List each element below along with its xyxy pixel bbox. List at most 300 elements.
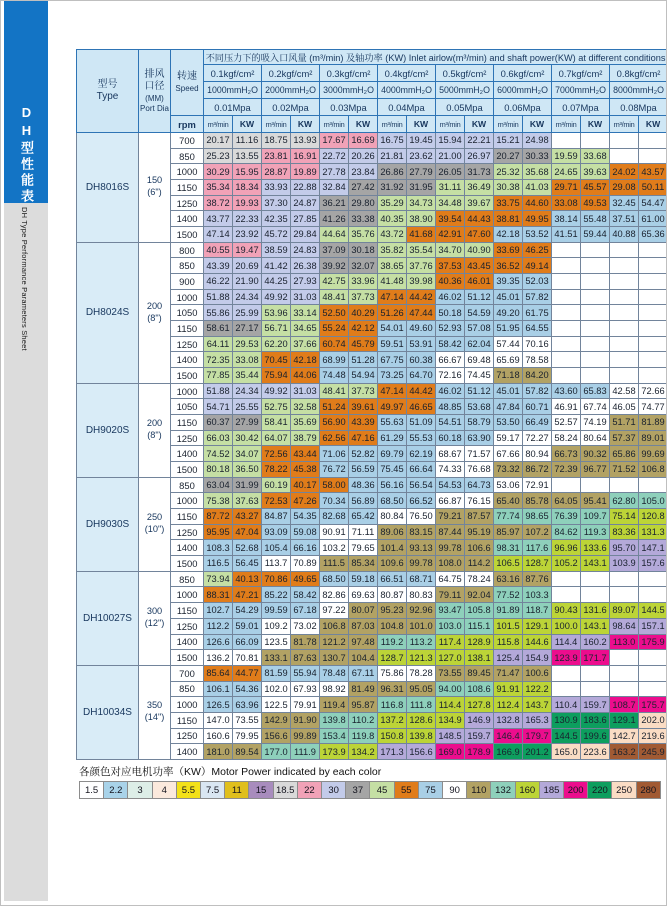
power-cell [639,321,667,337]
power-cell: 111.8 [407,697,436,713]
flow-cell: 58.42 [436,336,465,352]
flow-cell: 72.16 [436,368,465,384]
power-cell: 49.95 [523,211,552,227]
power-cell: 19.45 [407,133,436,149]
flow-cell: 78.48 [320,665,349,681]
flow-cell: 115.8 [494,634,523,650]
flow-cell: 25.23 [204,148,233,164]
legend-swatch-label: 4 [161,784,167,796]
flow-cell: 58.61 [204,321,233,337]
port-cell [139,242,171,383]
flow-cell [552,477,581,493]
legend-swatch-label: 15 [255,784,267,796]
power-cell: 146.9 [465,712,494,728]
legend-swatch [225,781,249,799]
flow-cell [610,148,639,164]
flow-cell: 37.51 [610,211,639,227]
flow-cell: 55.86 [204,305,233,321]
power-cell: 30.33 [523,148,552,164]
flow-cell [610,650,639,666]
flow-cell: 38.65 [378,258,407,274]
power-cell: 51.09 [407,415,436,431]
power-cell: 87.63 [291,650,320,666]
power-cell: 81.49 [349,681,378,697]
power-cell: 79.91 [291,697,320,713]
power-cell: 85.78 [523,493,552,509]
power-cell: 80.94 [523,446,552,462]
power-cell: 22.88 [291,180,320,196]
flow-cell: 70.34 [320,493,349,509]
flow-cell: 121.2 [320,634,349,650]
power-cell [581,352,610,368]
power-cell: 90.32 [581,446,610,462]
port-size: 200 [146,300,163,311]
table-head [77,50,667,133]
flow-cell: 37.09 [320,242,349,258]
power-cell: 47.16 [349,430,378,446]
flow-cell: 54.51 [436,415,465,431]
flow-cell: 60.74 [320,336,349,352]
power-cell: 29.80 [349,195,378,211]
rpm-cell: 1050 [171,305,204,321]
rpm-cell: 850 [171,681,204,697]
flow-cell: 64.07 [262,430,291,446]
pressure-mpa: 0.05Mpa [436,99,494,116]
flow-cell: 136.2 [204,650,233,666]
flow-cell: 16.75 [378,133,407,149]
rpm-cell: 1250 [171,728,204,744]
type-label-cn: 型号 [97,78,118,90]
power-cell [581,665,610,681]
flow-cell: 64.05 [552,493,581,509]
flow-cell: 71.18 [494,368,523,384]
legend-swatches [79,781,661,799]
pressure-mpa: 0.04Mpa [378,99,436,116]
flow-cell: 83.36 [610,524,639,540]
flow-cell [610,352,639,368]
power-cell: 54.29 [233,603,262,619]
power-cell: 40.90 [465,242,494,258]
flow-cell: 53.96 [262,305,291,321]
power-cell: 64.70 [407,368,436,384]
power-cell: 18.34 [233,180,262,196]
power-cell: 129.1 [523,618,552,634]
power-cell: 54.47 [639,195,667,211]
flow-cell: 84.62 [552,524,581,540]
power-cell: 56.89 [349,493,378,509]
power-cell: 37.73 [349,289,378,305]
flow-cell: 42.91 [436,227,465,243]
power-cell: 29.84 [291,227,320,243]
legend-swatch [637,781,661,799]
flow-cell: 41.26 [320,211,349,227]
rpm-cell: 1150 [171,415,204,431]
power-cell: 58.42 [291,587,320,603]
power-cell: 64.55 [523,321,552,337]
power-cell: 26.38 [291,258,320,274]
flow-cell: 74.48 [320,368,349,384]
power-cell: 49.65 [291,571,320,587]
flow-cell: 37.30 [262,195,291,211]
power-cell: 54.59 [465,305,494,321]
flow-cell [610,571,639,587]
flow-cell: 70.45 [262,352,291,368]
rpm-cell: 1250 [171,195,204,211]
port-inch: (8") [147,312,162,323]
flow-cell: 21.00 [436,148,465,164]
port-size: 150 [146,175,163,186]
power-cell [581,571,610,587]
power-cell: 52.82 [349,446,378,462]
rpm-cell: 1000 [171,493,204,509]
flow-cell: 75.94 [262,368,291,384]
power-cell: 119.8 [349,728,378,744]
flow-cell: 69.79 [378,446,407,462]
legend-swatch [346,781,370,799]
flow-cell: 153.4 [320,728,349,744]
power-cell: 143.1 [581,556,610,572]
power-cell: 59.01 [233,618,262,634]
power-cell: 72.66 [639,383,667,399]
power-cell: 33.14 [291,305,320,321]
power-cell: 59.44 [581,227,610,243]
power-cell: 60.38 [407,352,436,368]
pressure-mmh2o: 3000mmH₂O [320,82,378,99]
flow-cell: 53.06 [494,477,523,493]
power-cell: 55.94 [291,665,320,681]
flow-cell: 87.72 [204,509,233,525]
power-cell: 19.93 [233,195,262,211]
rpm-cell: 1400 [171,744,204,760]
pressure-mmh2o: 5000mmH₂O [436,82,494,99]
legend-swatch-label: 22 [304,784,315,796]
flow-cell [610,681,639,697]
header-row-title [77,50,667,65]
flow-cell: 123.9 [552,650,581,666]
power-cell [639,133,667,149]
power-unit-label: KW [639,116,667,133]
power-cell: 85.34 [349,556,378,572]
power-cell: 24.83 [291,242,320,258]
sidebar-title-en: DH Type Performance Parameters Sheet [20,207,29,351]
power-cell: 74.45 [465,368,494,384]
flow-cell: 46.91 [552,399,581,415]
flow-cell [552,571,581,587]
flow-cell: 147.0 [204,712,233,728]
flow-cell: 96.31 [378,681,407,697]
legend-swatch [249,781,273,799]
legend-title: 各颜色对应电机功率（KW）Motor Power indicated by each color [79,766,382,778]
power-cell: 133.6 [581,540,610,556]
power-cell: 35.76 [349,227,378,243]
flow-cell: 116.8 [378,697,407,713]
col-header-type [77,50,139,133]
power-cell: 67.11 [349,665,378,681]
flow-cell: 111.5 [320,556,349,572]
power-cell: 70.89 [291,556,320,572]
flow-cell: 101.4 [378,540,407,556]
flow-cell: 51.88 [204,383,233,399]
power-cell: 31.99 [233,477,262,493]
flow-cell: 52.75 [262,399,291,415]
power-cell: 223.6 [581,744,610,760]
model-cell: DH8024S [77,242,139,383]
power-cell: 160.2 [581,634,610,650]
power-cell: 171.7 [581,650,610,666]
power-cell: 51.28 [349,352,378,368]
power-cell: 57.82 [523,383,552,399]
power-cell: 24.98 [523,133,552,149]
flow-cell: 108.0 [436,556,465,572]
power-cell: 93.13 [407,540,436,556]
power-cell: 66.09 [233,634,262,650]
rpm-cell: 1050 [171,399,204,415]
speed-label-en: Speed [175,83,199,93]
flow-cell: 77.74 [494,509,523,525]
rpm-cell: 1400 [171,446,204,462]
port-size: 200 [146,418,163,429]
flow-cell: 51.95 [494,321,523,337]
flow-cell: 80.84 [378,509,407,525]
flow-cell: 101.5 [494,618,523,634]
flow-cell: 54.53 [436,477,465,493]
power-cell: 73.02 [291,618,320,634]
power-cell: 54.36 [233,681,262,697]
flow-cell: 75.14 [610,509,639,525]
flow-cell: 122.5 [262,697,291,713]
power-cell: 46.65 [407,399,436,415]
flow-cell: 24.02 [610,164,639,180]
power-cell: 66.52 [407,493,436,509]
power-cell: 37.76 [407,258,436,274]
flow-unit-label: m³/min [610,116,639,133]
power-cell: 71.57 [465,446,494,462]
flow-cell: 144.5 [552,728,581,744]
flow-cell: 17.67 [320,133,349,149]
flow-cell: 51.26 [378,305,407,321]
flow-cell: 49.97 [378,399,407,415]
flow-unit-label: m³/min [204,116,233,133]
port-inch: (8") [147,430,162,441]
power-cell: 11.16 [233,133,262,149]
power-cell: 72.27 [523,430,552,446]
power-cell: 31.95 [407,180,436,196]
power-cell: 47.60 [465,227,494,243]
power-cell [581,587,610,603]
flow-cell: 46.05 [610,399,639,415]
power-cell: 76.15 [465,493,494,509]
power-cell: 121.3 [407,650,436,666]
power-cell: 159.7 [465,728,494,744]
power-cell: 74.77 [639,399,667,415]
flow-cell: 33.75 [494,195,523,211]
power-cell: 59.08 [291,524,320,540]
flow-cell: 35.29 [378,195,407,211]
table-body [77,133,667,760]
power-cell: 179.7 [523,728,552,744]
power-cell: 57.08 [465,321,494,337]
legend-swatch [201,781,225,799]
power-cell: 157.1 [639,618,667,634]
flow-cell: 72.53 [262,493,291,509]
flow-cell: 119.4 [320,697,349,713]
flow-cell: 139.8 [320,712,349,728]
flow-cell: 56.90 [320,415,349,431]
power-cell: 76.68 [465,462,494,478]
legend-swatch-label: 160 [519,784,536,796]
power-cell [581,133,610,149]
legend-swatch [443,781,467,799]
power-cell: 35.69 [291,415,320,431]
flow-cell: 114.4 [436,697,465,713]
port-cell [139,383,171,477]
power-cell: 71.11 [349,524,378,540]
flow-cell: 89.06 [378,524,407,540]
legend-swatch [395,781,419,799]
flow-cell: 130.9 [552,712,581,728]
power-cell: 81.78 [291,634,320,650]
power-cell: 108.6 [465,681,494,697]
power-cell: 27.99 [233,415,262,431]
power-cell: 53.91 [407,336,436,352]
power-cell: 147.1 [639,540,667,556]
power-cell: 105.0 [639,493,667,509]
flow-cell: 32.84 [320,180,349,196]
legend-swatch [467,781,491,799]
flow-unit-label: m³/min [262,116,291,133]
flow-cell: 65.40 [494,493,523,509]
flow-cell: 109.6 [378,556,407,572]
flow-cell: 21.81 [378,148,407,164]
power-cell: 72.91 [523,477,552,493]
flow-cell: 15.94 [436,133,465,149]
rpm-cell: 1400 [171,540,204,556]
model-cell: DH9020S [77,383,139,477]
power-cell: 35.54 [407,242,436,258]
flow-cell: 73.32 [494,462,523,478]
power-cell: 131.3 [639,524,667,540]
power-cell: 32.07 [349,258,378,274]
flow-cell: 68.67 [436,446,465,462]
flow-cell: 87.44 [436,524,465,540]
flow-cell: 75.45 [378,462,407,478]
rpm-cell: 1500 [171,227,204,243]
flow-cell: 65.86 [610,446,639,462]
power-cell: 73.55 [233,712,262,728]
flow-cell: 93.09 [262,524,291,540]
power-cell: 36.50 [233,462,262,478]
col-header-port [139,50,171,133]
table-row [77,133,667,149]
legend-swatch [153,781,177,799]
power-cell: 65.83 [581,383,610,399]
port-cell [139,133,171,243]
power-cell: 100.6 [523,665,552,681]
flow-cell: 68.99 [320,352,349,368]
flow-cell: 150.8 [378,728,407,744]
power-cell: 79.95 [233,728,262,744]
power-cell: 36.49 [465,180,494,196]
flow-cell: 116.5 [204,556,233,572]
flow-cell [610,477,639,493]
flow-cell: 39.54 [436,211,465,227]
flow-cell: 95.23 [378,603,407,619]
rpm-cell: 850 [171,148,204,164]
power-cell: 50.11 [639,180,667,196]
flow-cell: 128.7 [378,650,407,666]
flow-cell: 40.35 [378,211,407,227]
flow-cell: 112.4 [494,697,523,713]
rpm-unit-label: rpm [171,116,204,133]
port-size: 300 [146,606,163,617]
legend-swatch-label: 18.5 [275,784,295,796]
flow-cell: 142.9 [262,712,291,728]
power-cell [581,477,610,493]
flow-cell: 102.7 [204,603,233,619]
power-cell [639,258,667,274]
legend-swatch-label: 1.5 [84,784,99,796]
sidebar-title-cn: DH型性能表 [19,105,34,205]
legend-swatch-label: 5.5 [181,784,196,796]
power-cell: 104.4 [349,650,378,666]
pressure-kgf: 0.1kgf/cm² [204,65,262,82]
flow-cell: 79.11 [436,587,465,603]
flow-cell: 36.21 [320,195,349,211]
power-cell: 51.12 [465,383,494,399]
flow-cell: 48.41 [320,383,349,399]
power-cell: 53.68 [465,399,494,415]
flow-cell: 57.44 [494,336,523,352]
flow-cell: 113.0 [610,634,639,650]
legend-swatch [612,781,636,799]
power-cell: 41.03 [523,180,552,196]
rpm-cell: 1500 [171,368,204,384]
legend-swatch-label: 132 [495,784,511,796]
pressure-mpa: 0.01Mpa [204,99,262,116]
flow-cell: 42.75 [320,274,349,290]
power-cell: 33.68 [581,148,610,164]
flow-cell: 104.8 [378,618,407,634]
power-cell: 54.94 [349,368,378,384]
power-cell: 67.18 [291,603,320,619]
flow-cell: 38.81 [494,211,523,227]
flow-cell: 77.52 [494,587,523,603]
legend-swatch-label: 90 [449,784,460,796]
flow-cell: 39.92 [320,258,349,274]
flow-cell: 127.0 [436,650,465,666]
power-cell: 66.49 [523,415,552,431]
power-cell: 87.03 [349,618,378,634]
flow-cell: 43.60 [552,383,581,399]
flow-cell: 24.65 [552,164,581,180]
legend-swatch [491,781,515,799]
flow-cell: 156.6 [262,728,291,744]
flow-cell: 46.02 [436,383,465,399]
power-cell [581,681,610,697]
flow-cell: 47.14 [378,289,407,305]
flow-cell: 33.69 [494,242,523,258]
flow-cell: 133.1 [262,650,291,666]
power-cell: 65.36 [639,227,667,243]
flow-cell: 56.16 [378,477,407,493]
power-cell: 89.45 [465,665,494,681]
flow-unit-label: m³/min [552,116,581,133]
power-cell: 27.79 [407,164,436,180]
power-cell [639,368,667,384]
power-cell: 144.5 [639,603,667,619]
power-cell: 39.98 [407,274,436,290]
legend-swatch-label: 55 [400,784,412,796]
